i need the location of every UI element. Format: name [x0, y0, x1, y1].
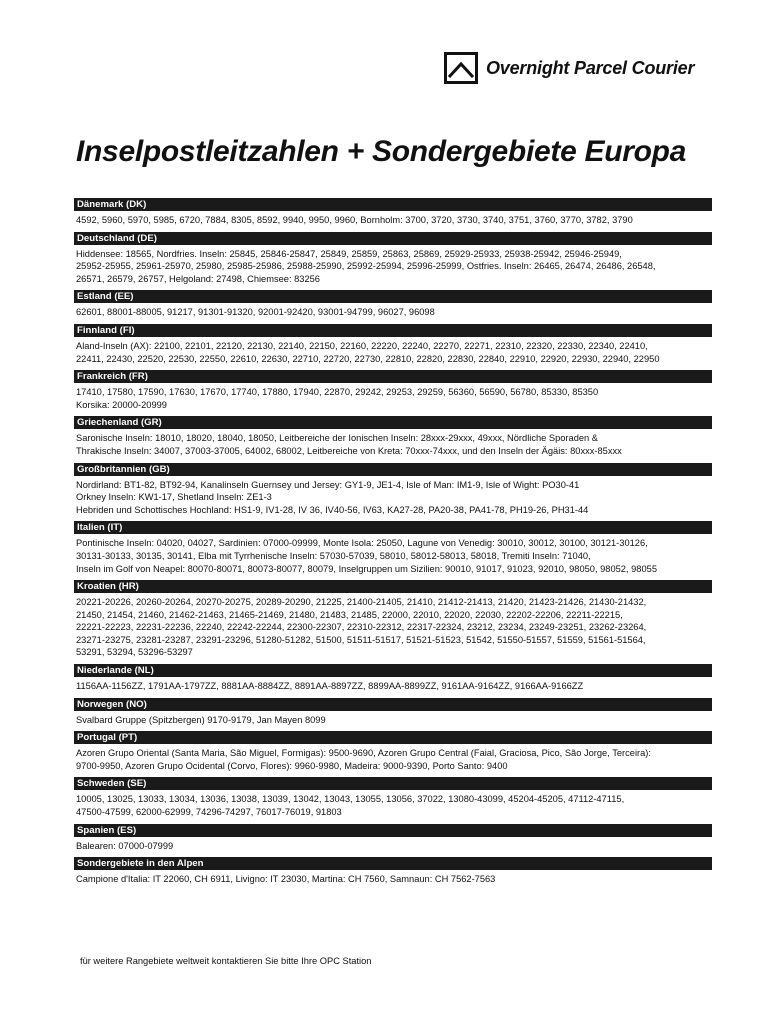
- section-body: [74, 593, 712, 661]
- postal-code-line: Orkney Inseln: KW1-17, Shetland Inseln: ZE1-3: [76, 492, 272, 503]
- section-body: [74, 245, 712, 288]
- logo-mark-icon: [444, 52, 478, 84]
- section-body: [74, 837, 712, 855]
- postal-code-line: Korsika: 20000-20999: [76, 399, 167, 410]
- country-section: [74, 824, 712, 855]
- postal-code-line: 17410, 17580, 17590, 17630, 17670, 17740, 17880, 17940, 22870, 29242, 29253, 29259, 56360, 56590, 56780, 85330, 85350: [76, 387, 599, 398]
- postal-code-line: Balearen: 07000-07999: [76, 840, 174, 851]
- section-header: Italien (IT): [74, 521, 712, 534]
- postal-code-line: Inseln im Golf von Neapel: 80070-80071, 80073-80077, 80079, Inselgruppen um Sizilien: 90010, 91017, 91023, 92010, 98050, 98052, 98055: [76, 563, 657, 574]
- section-body: [74, 790, 712, 820]
- postal-code-line: Svalbard Gruppe (Spitzbergen) 9170-9179, Jan Mayen 8099: [76, 714, 326, 725]
- section-header: Deutschland (DE): [74, 232, 712, 245]
- postal-code-line: 30131-30133, 30135, 30141, Elba mit Tyrrhenische Inseln: 57030-57039, 58010, 58012-58013, 58018, Tremiti Inseln: 71040,: [76, 550, 591, 561]
- section-body: [74, 337, 712, 367]
- footer-note: für weitere Rangebiete weltweit kontaktieren Sie bitte Ihre OPC Station: [80, 956, 372, 966]
- postal-code-line: 47500-47599, 62000-62999, 74296-74297, 76017-76019, 91803: [76, 807, 342, 818]
- postal-code-line: 25952-25955, 25961-25970, 25980, 25985-25986, 25988-25990, 25992-25994, 25996-25999, Ostfries. Inseln: 26465, 26474, 26486, 26548,: [76, 261, 656, 272]
- country-section: [74, 370, 712, 413]
- section-body: [74, 211, 712, 229]
- section-header: Estland (EE): [74, 290, 712, 303]
- section-body: [74, 677, 712, 695]
- section-header: Frankreich (FR): [74, 370, 712, 383]
- country-section: [74, 580, 712, 661]
- country-section: [74, 731, 712, 774]
- section-header: Großbritannien (GB): [74, 463, 712, 476]
- postal-code-line: Azoren Grupo Oriental (Santa Maria, São Miguel, Formigas): 9500-9690, Azoren Grupo Central (Faial, Graciosa, Pico, São Jorge, Terceira):: [76, 748, 651, 759]
- section-header: Niederlande (NL): [74, 664, 712, 677]
- postal-code-line: 1156AA-1156ZZ, 1791AA-1797ZZ, 8881AA-8884ZZ, 8891AA-8897ZZ, 8899AA-8899ZZ, 9161AA-9164ZZ, 9166AA-9166ZZ: [76, 681, 584, 692]
- postal-code-line: Aland-Inseln (AX): 22100, 22101, 22120, 22130, 22140, 22150, 22160, 22220, 22240, 22270, 22271, 22310, 22320, 22330, 22340, 22410,: [76, 340, 648, 351]
- postal-code-line: 62601, 88001-88005, 91217, 91301-91320, 92001-92420, 93001-94799, 96027, 96098: [76, 307, 435, 318]
- postal-code-line: Saronische Inseln: 18010, 18020, 18040, 18050, Leitbereiche der Ionischen Inseln: 28xxx-29xxx, 49xxx, Nördliche Sporaden &: [76, 433, 598, 444]
- sections-list: [74, 198, 712, 891]
- section-body: [74, 383, 712, 413]
- postal-code-line: 22411, 22430, 22520, 22530, 22550, 22610, 22630, 22710, 22720, 22730, 22810, 22820, 22830, 22840, 22910, 22920, 22930, 22940, 22950: [76, 353, 660, 364]
- postal-code-line: 23271-23275, 23281-23287, 23291-23296, 51280-51282, 51500, 51511-51517, 51521-51523, 51542, 51550-51557, 51559, 51561-51564,: [76, 634, 646, 645]
- postal-code-line: Thrakische Inseln: 34007, 37003-37005, 64002, 68002, Leitbereiche von Kreta: 70xxx-74xxx, und den Inseln der Ägäis: 80xxx-85xxx: [76, 445, 622, 456]
- postal-code-line: 22221-22223, 22231-22236, 22240, 22242-22244, 22300-22307, 22310-22312, 22317-22324, 23212, 23234, 23249-23251, 23262-23264,: [76, 622, 647, 633]
- company-logo: [444, 52, 694, 84]
- country-section: [74, 232, 712, 288]
- postal-code-line: Campione d'Italia: IT 22060, CH 6911, Livigno: IT 23030, Martina: CH 7560, Samnaun: CH 7562-7563: [76, 874, 496, 885]
- postal-code-line: 9700-9950, Azoren Grupo Ocidental (Corvo, Flores): 9960-9980, Madeira: 9000-9390, Porto Santo: 9400: [76, 760, 508, 771]
- section-body: [74, 429, 712, 459]
- country-section: [74, 416, 712, 459]
- section-header: Sondergebiete in den Alpen: [74, 857, 712, 870]
- postal-code-line: Nordirland: BT1-82, BT92-94, Kanalinseln Guernsey und Jersey: GY1-9, JE1-4, Isle of Man: IM1-9, Isle of Wight: PO30-41: [76, 479, 580, 490]
- page-title: Inselpostleitzahlen + Sondergebiete Europa: [76, 135, 687, 168]
- section-body: [74, 303, 712, 321]
- section-header: Spanien (ES): [74, 824, 712, 837]
- section-header: Norwegen (NO): [74, 698, 712, 711]
- section-header: Schweden (SE): [74, 777, 712, 790]
- section-header: Kroatien (HR): [74, 580, 712, 593]
- section-header: Griechenland (GR): [74, 416, 712, 429]
- postal-code-line: Pontinische Inseln: 04020, 04027, Sardinien: 07000-09999, Monte Isola: 25050, Lagune von Venedig: 30010, 30012, 30100, 30121-30126,: [76, 538, 648, 549]
- section-body: [74, 476, 712, 519]
- country-section: [74, 664, 712, 695]
- section-header: Finnland (FI): [74, 324, 712, 337]
- postal-code-line: 10005, 13025, 13033, 13034, 13036, 13038, 13039, 13042, 13043, 13055, 13056, 37022, 13080-43099, 45204-45205, 47112-47115,: [76, 794, 625, 805]
- section-body: [74, 534, 712, 577]
- postal-code-line: Hiddensee: 18565, Nordfries. Inseln: 25845, 25846-25847, 25849, 25859, 25863, 25869, 25929-25933, 25938-25942, 25946-25949,: [76, 248, 622, 259]
- country-section: [74, 777, 712, 820]
- postal-code-line: 4592, 5960, 5970, 5985, 6720, 7884, 8305, 8592, 9940, 9950, 9960, Bornholm: 3700, 3720, 3730, 3740, 3751, 3760, 3770, 3782, 3790: [76, 215, 633, 225]
- country-section: [74, 698, 712, 729]
- country-section: [74, 198, 712, 229]
- logo-text: Overnight Parcel Courier: [486, 57, 695, 78]
- section-body: [74, 711, 712, 729]
- postal-code-line: 21450, 21454, 21460, 21462-21463, 21465-21469, 21480, 21483, 21485, 22000, 22010, 22020, 22030, 22202-22206, 22211-22215,: [76, 609, 623, 620]
- country-section: [74, 324, 712, 367]
- section-body: [74, 744, 712, 774]
- country-section: [74, 290, 712, 321]
- section-header: Dänemark (DK): [74, 198, 712, 211]
- postal-code-line: 53291, 53294, 53296-53297: [76, 647, 193, 658]
- postal-code-line: Hebriden und Schottisches Hochland: HS1-9, IV1-28, IV 36, IV40-56, IV63, KA27-28, PA20-38, PA41-78, PH19-26, PH31-44: [76, 504, 589, 515]
- postal-code-line: 20221-20226, 20260-20264, 20270-20275, 20289-20290, 21225, 21400-21405, 21410, 21412-21413, 21420, 21423-21426, 21430-21432,: [76, 597, 647, 608]
- country-section: [74, 463, 712, 519]
- country-section: [74, 857, 712, 888]
- country-section: [74, 521, 712, 577]
- postal-code-line: 26571, 26579, 26757, Helgoland: 27498, Chiemsee: 83256: [76, 273, 320, 284]
- section-body: [74, 870, 712, 888]
- section-header: Portugal (PT): [74, 731, 712, 744]
